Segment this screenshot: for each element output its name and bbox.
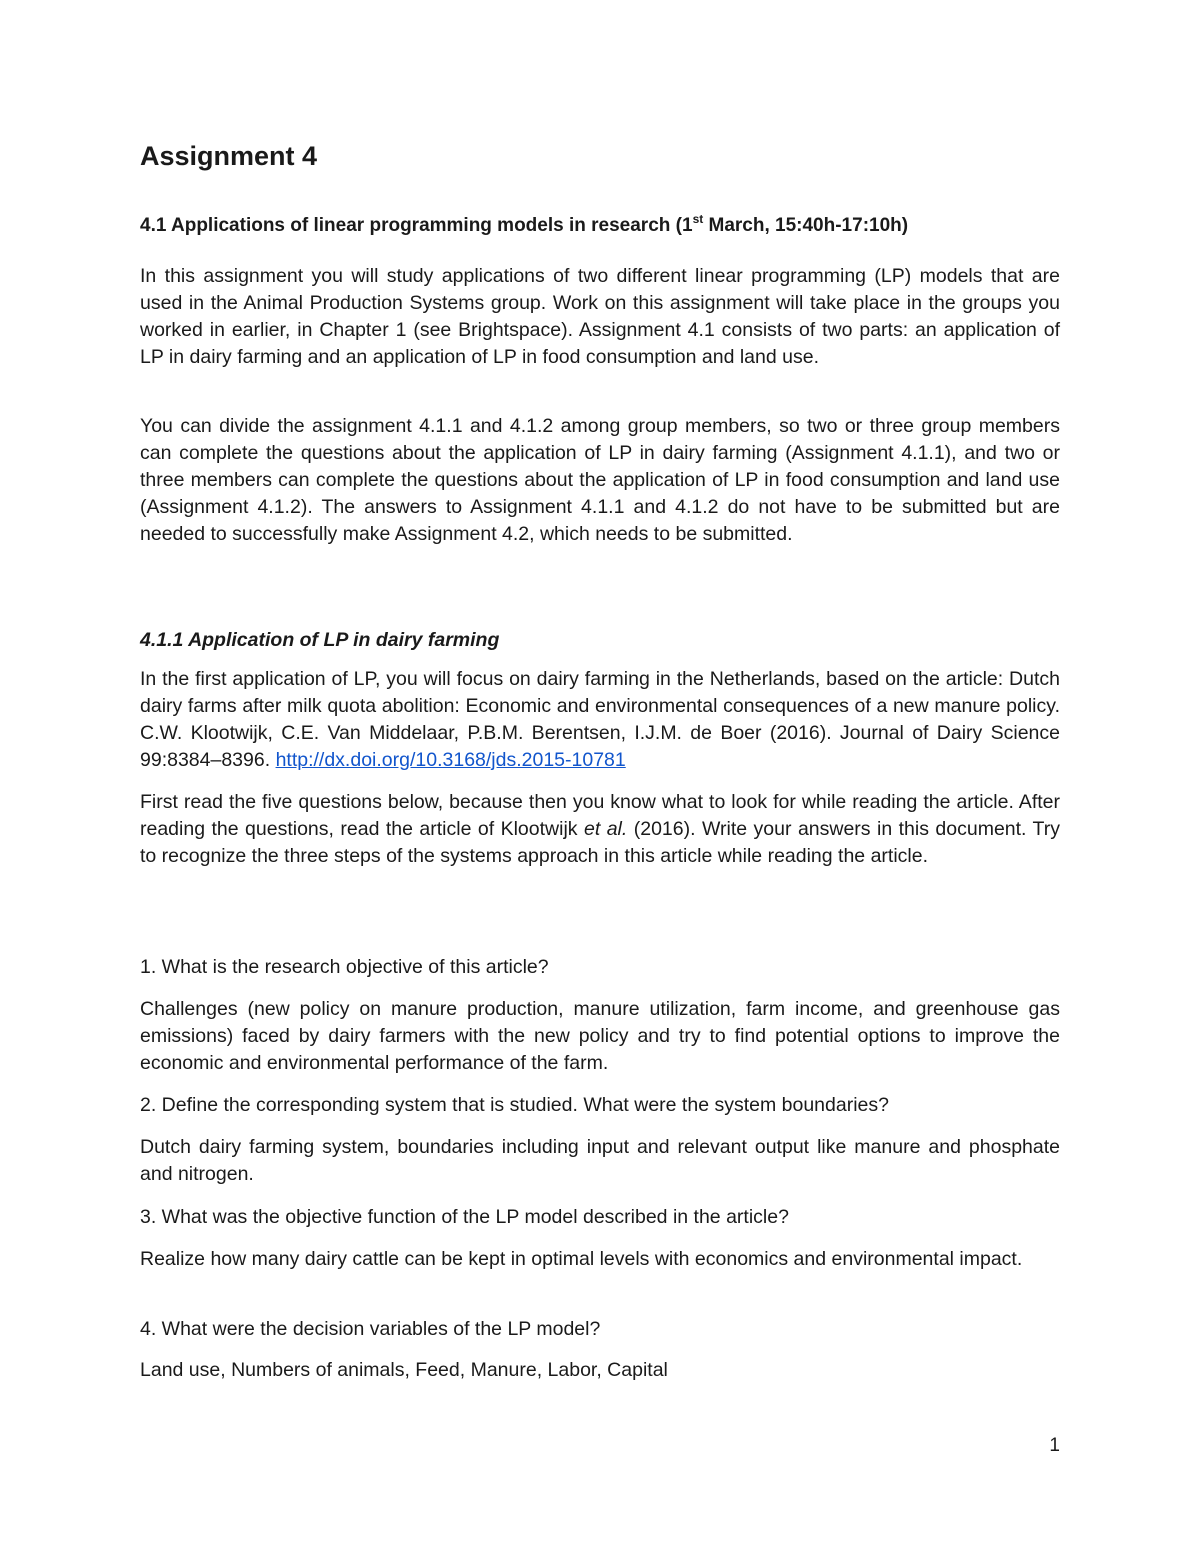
instruction-text: First read the five questions below, because then you know what to look for while reading the article. After reading the questions, read the article of Klootwijk bbox=[140, 791, 1060, 840]
question-1: 1. What is the research objective of this article? bbox=[140, 956, 549, 978]
document-title: Assignment 4 bbox=[140, 141, 318, 171]
article-doi-link[interactable]: http://dx.doi.org/10.3168/jds.2015-10781 bbox=[275, 749, 626, 771]
answer-4: Land use, Numbers of animals, Feed, Manure, Labor, Capital bbox=[140, 1359, 668, 1381]
instruction-et-al: et al. bbox=[583, 818, 628, 840]
section-heading-text: 4.1 Applications of linear programming models in research (1 bbox=[140, 215, 693, 236]
answer-3: Realize how many dairy cattle can be kept in optimal levels with economics and environmental impact. bbox=[140, 1248, 1023, 1270]
answer-1: Challenges (new policy on manure production, manure utilization, farm income, and greenhouse gas emissions) faced by dairy farmers with the new policy and try to find potential options to improve the economic and environmental performance of the farm. bbox=[140, 998, 1060, 1074]
section-heading-superscript: st bbox=[692, 212, 704, 226]
subsection-heading: 4.1.1 Application of LP in dairy farming bbox=[140, 629, 500, 651]
document-page bbox=[140, 0, 1060, 1553]
intro-paragraph-2: You can divide the assignment 4.1.1 and 4.1.2 among group members, so two or three group members can complete the questions about the application of LP in dairy farming (Assignment 4.1.1), and two or three members can complete the questions about the application of LP in food consumption and land use (Assignment 4.1.2). The answers to Assignment 4.1.1 and 4.1.2 do not have to be submitted but are needed to successfully make Assignment 4.2, which needs to be submitted. bbox=[140, 415, 1060, 545]
answer-2: Dutch dairy farming system, boundaries including input and relevant output like manure and phosphate and nitrogen. bbox=[140, 1136, 1060, 1185]
question-2: 2. Define the corresponding system that is studied. What were the system boundaries? bbox=[140, 1094, 889, 1116]
article-paragraph bbox=[140, 666, 1060, 774]
section-heading-date: March, 15:40h-17:10h) bbox=[703, 215, 909, 236]
intro-paragraph-1: In this assignment you will study applications of two different linear programming (LP) models that are used in the Animal Production Systems group. Work on this assignment will take place in the groups you worked in earlier, in Chapter 1 (see Brightspace). Assignment 4.1 consists of two parts: an application of LP in dairy farming and an application of LP in food consumption and land use. bbox=[140, 265, 1060, 368]
instruction-text-end: (2016). Write your answers in this document. Try to recognize the three steps of the systems approach in this article while reading the article. bbox=[140, 818, 1060, 867]
instruction-paragraph bbox=[140, 789, 1060, 870]
article-citation: In the first application of LP, you will focus on dairy farming in the Netherlands, based on the article: Dutch dairy farms after milk quota abolition: Economic and environmental consequences of a new manure policy. C.W. Klootwijk, C.E. Van Middelaar, P.B.M. Berentsen, I.J.M. de Boer (2016). Journal of Dairy Science 99:8384–8396. bbox=[140, 668, 1060, 771]
question-4: 4. What were the decision variables of the LP model? bbox=[140, 1318, 601, 1340]
question-3: 3. What was the objective function of the LP model described in the article? bbox=[140, 1206, 789, 1228]
page-number: 1 bbox=[1049, 1435, 1060, 1456]
section-heading bbox=[140, 213, 908, 239]
